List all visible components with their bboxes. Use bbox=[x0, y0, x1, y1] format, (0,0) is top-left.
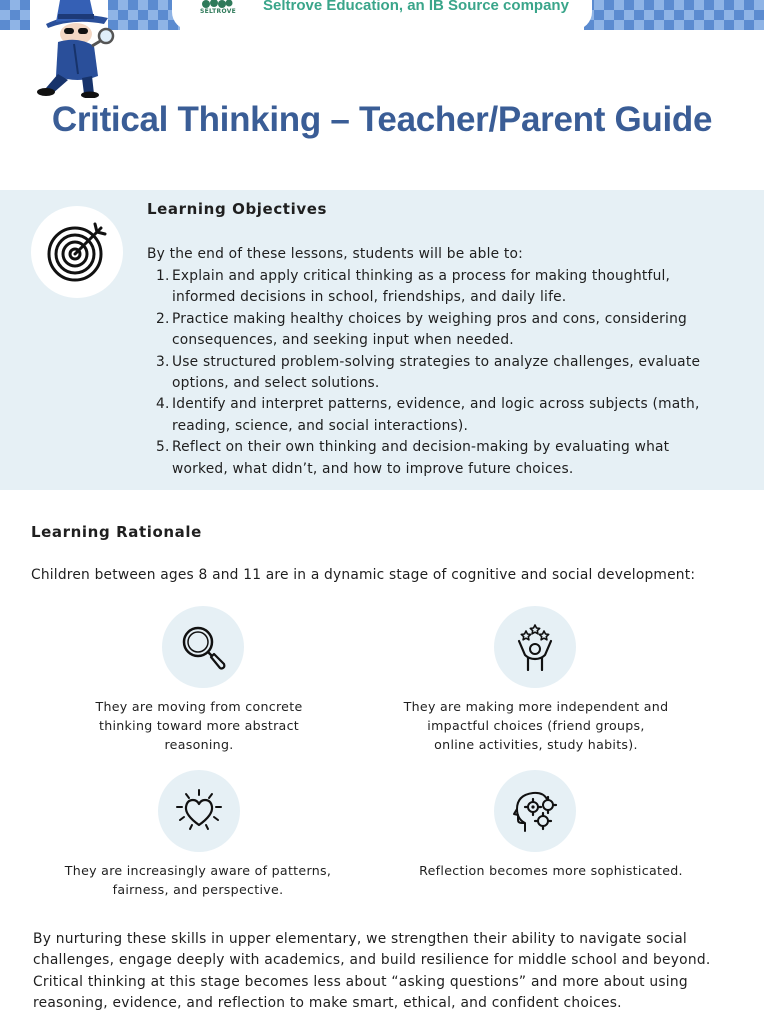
rationale-caption bbox=[58, 697, 340, 754]
magnifier-icon bbox=[179, 623, 227, 671]
list-item bbox=[156, 352, 731, 395]
magnifier-icon-circle bbox=[162, 606, 244, 688]
caption-line: impactful choices (friend groups, bbox=[427, 718, 645, 733]
logo-text: SELTROVE bbox=[200, 8, 237, 15]
item-line: Use structured problem-solving strategies to analyze challenges, evaluate bbox=[172, 353, 701, 370]
caption-line: They are making more independent and bbox=[403, 699, 669, 714]
rationale-caption bbox=[48, 861, 348, 899]
item-line: Explain and apply critical thinking as a process for making thoughtful, bbox=[172, 268, 671, 284]
list-item bbox=[156, 394, 731, 437]
caption-line: They are moving from concrete bbox=[95, 699, 303, 714]
rationale-intro: Children between ages 8 and 11 are in a dynamic stage of cognitive and social development: bbox=[31, 567, 696, 583]
detective-mascot-icon bbox=[28, 0, 120, 98]
company-name: Seltrove Education, an IB Source company bbox=[263, 0, 569, 14]
list-item bbox=[156, 309, 731, 352]
page-title: Critical Thinking – Teacher/Parent Guide bbox=[51, 100, 713, 139]
caption-line: Reflection becomes more sophisticated. bbox=[419, 863, 683, 878]
caption-line: They are increasingly aware of patterns, bbox=[64, 863, 332, 878]
objectives-intro: By the end of these lessons, students will be able to: bbox=[147, 246, 523, 262]
head-gears-icon-circle bbox=[494, 770, 576, 852]
closing-paragraph: By nurturing these skills in upper elementary, we strengthen their ability to navigate social challenges, engage deeply with academics, and build resilience for middle school and beyond. Critical thinking at this stage becomes less about “asking questions” and more about using reasoning, evidence, and reflection to make smart, ethical, and confident choices. bbox=[33, 931, 711, 1012]
objectives-list bbox=[156, 266, 731, 480]
glowing-heart-icon bbox=[175, 787, 223, 835]
head-gears-icon bbox=[511, 787, 559, 835]
item-number: 5. bbox=[156, 439, 170, 456]
item-number: 2. bbox=[156, 310, 170, 327]
item-number: 3. bbox=[156, 353, 170, 370]
item-line: consequences, and seeking input when needed. bbox=[172, 332, 514, 349]
item-line: options, and select solutions. bbox=[172, 375, 380, 392]
rationale-heading: Learning Rationale bbox=[31, 523, 202, 541]
item-line: Reflect on their own thinking and decision-making by evaluating what bbox=[172, 439, 670, 456]
caption-line: reasoning. bbox=[164, 737, 234, 752]
celebrating-person-icon-circle bbox=[494, 606, 576, 688]
rationale-caption bbox=[404, 861, 698, 880]
rationale-caption bbox=[398, 697, 674, 754]
objectives-heading: Learning Objectives bbox=[147, 200, 327, 218]
item-line: worked, what didn’t, and how to improve future choices. bbox=[172, 460, 574, 477]
list-item bbox=[156, 437, 731, 480]
item-number: 1. bbox=[156, 268, 170, 284]
list-item bbox=[156, 266, 731, 309]
item-number: 4. bbox=[156, 396, 170, 413]
caption-line: online activities, study habits). bbox=[434, 737, 638, 752]
item-line: informed decisions in school, friendships, and daily life. bbox=[172, 289, 567, 306]
caption-line: fairness, and perspective. bbox=[112, 882, 284, 897]
item-line: reading, science, and social interactions). bbox=[172, 417, 469, 434]
argyle-pattern-left bbox=[0, 0, 30, 30]
item-line: Practice making healthy choices by weighing pros and cons, considering bbox=[172, 310, 687, 327]
glowing-heart-icon-circle bbox=[158, 770, 240, 852]
caption-line: thinking toward more abstract bbox=[98, 718, 300, 733]
argyle-pattern-right bbox=[584, 0, 764, 30]
celebrating-person-icon bbox=[511, 623, 559, 671]
target-icon bbox=[45, 220, 109, 284]
item-line: Identify and interpret patterns, evidence, and logic across subjects (math, bbox=[172, 396, 700, 413]
